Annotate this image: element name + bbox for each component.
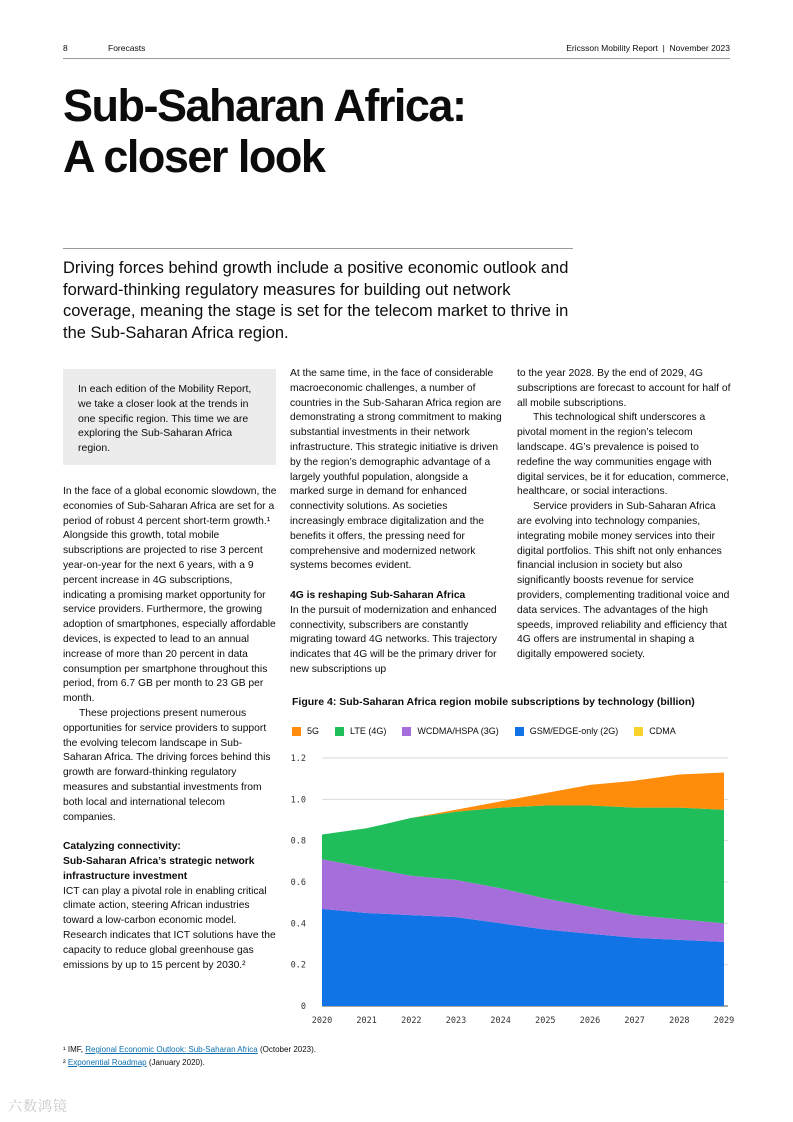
- legend-swatch-lte: [335, 727, 344, 736]
- legend-label-5g: 5G: [307, 726, 320, 736]
- col2-paragraph-1: At the same time, in the face of considerable macroeconomic challenges, a number of countries in the Sub-Saharan Africa region are demonstrating a strong commitment to making substantial investments in their network infrastructure. This strategic initiative is driven by the region’s demographic advantage of a largely youthful population, alongside a marked surge in demand for enhanced connectivity solutions. As societies increasingly embrace digitalization and the benefits it offers, the pressing need for comprehensive and modernized network systems becomes evident.: [290, 368, 502, 572]
- col1-paragraph-3: ICT can play a pivotal role in enabling critical climate action, steering African industries toward a low-carbon economic model. Research indicates that ICT solutions have the capacity to reduce global greenhouse gas emissions by up to 15 percent by 2030.²: [63, 885, 276, 971]
- figure-title: Figure 4: Sub-Saharan Africa region mobile subscriptions by technology (billion): [292, 696, 695, 708]
- x-tick-label: 2026: [579, 1016, 601, 1026]
- footnote-1-suffix: (October 2023).: [257, 1045, 317, 1054]
- y-tick-label: 1.0: [290, 795, 306, 806]
- legend-item-gsm: [515, 726, 619, 736]
- header-divider: [63, 58, 730, 59]
- legend-label-lte: LTE (4G): [350, 726, 387, 736]
- legend-item-lte: [335, 726, 386, 736]
- footnote-2-prefix: ²: [63, 1058, 68, 1067]
- footnote-1: [63, 1044, 316, 1056]
- x-tick-label: 2028: [669, 1016, 690, 1026]
- x-tick-label: 2020: [311, 1016, 333, 1026]
- col3-paragraph-1: to the year 2028. By the end of 2029, 4G subscriptions are forecast to account for half of all mobile subscriptions.: [517, 368, 731, 409]
- x-tick-label: 2025: [535, 1016, 556, 1026]
- x-tick-label: 2021: [356, 1016, 377, 1026]
- y-tick-label: 1.2: [290, 754, 306, 764]
- y-tick-label: 0.6: [290, 878, 306, 888]
- col2-heading: 4G is reshaping Sub-Saharan Africa: [290, 589, 466, 601]
- title-line-1: Sub-Saharan Africa:: [63, 80, 466, 131]
- column-3: [517, 367, 731, 663]
- report-label: Ericsson Mobility Report | November 2023: [566, 43, 730, 53]
- col3-paragraph-3: Service providers in Sub-Saharan Africa are evolving into technology companies, integrating mobile money services into their digital portfolios. This shift not only enhances financial inclusion in society but also significantly boosts revenue for service providers, complementing traditional voice and data services. The advantages of the high speeds, improved reliability and efficiency that 4G offers are instrumental in shaping a digitally empowered society.: [517, 501, 730, 661]
- title-divider: [63, 248, 573, 249]
- legend-label-gsm: GSM/EDGE-only (2G): [529, 726, 619, 736]
- legend-swatch-cdma: [634, 727, 643, 736]
- column-1: [63, 485, 277, 973]
- y-tick-label: 0.8: [290, 836, 306, 847]
- footnote-1-link[interactable]: Regional Economic Outlook: Sub-Saharan Africa: [85, 1045, 258, 1054]
- legend-item-wcdma: [402, 726, 498, 736]
- title-line-2: A closer look: [63, 131, 325, 182]
- y-tick-label: 0.2: [290, 960, 306, 971]
- intro-box-text: In each edition of the Mobility Report, we take a closer look at the trends in one specific region. This time we are exploring the Sub-Saharan Africa region.: [78, 383, 252, 455]
- y-tick-label: 0: [300, 1002, 306, 1012]
- legend-swatch-wcdma: [402, 727, 411, 736]
- page-title: [63, 80, 465, 182]
- footnote-2-suffix: (January 2020).: [146, 1058, 205, 1067]
- legend-label-cdma: CDMA: [649, 726, 676, 736]
- legend-item-5g: [292, 726, 319, 736]
- lead-paragraph: Driving forces behind growth include a positive economic outlook and forward-thinking regulatory measures for building out network coverage, meaning the stage is set for the telecom market to thrive in the Sub-Saharan Africa region.: [63, 259, 569, 342]
- footnote-2-link[interactable]: Exponential Roadmap: [67, 1058, 147, 1067]
- watermark: 六数鸿镜: [8, 1098, 68, 1114]
- section-label: Forecasts: [108, 43, 146, 53]
- footnote-2: [63, 1057, 205, 1069]
- legend-label-wcdma: WCDMA/HSPA (3G): [417, 726, 499, 736]
- intro-box: [63, 369, 276, 465]
- y-tick-label: 0.4: [290, 919, 306, 930]
- chart-legend: [292, 726, 692, 736]
- footnote-1-prefix: ¹ IMF,: [63, 1045, 86, 1054]
- legend-swatch-gsm: [515, 727, 524, 736]
- x-tick-label: 2023: [445, 1016, 467, 1026]
- legend-item-cdma: [634, 726, 676, 736]
- col3-paragraph-2: This technological shift underscores a pivotal moment in the region’s telecom landscape. 4G’s prevalence is poised to redefine the way communities engage with digital services, be it for education, commerce, healthcare, or social interactions.: [517, 412, 729, 498]
- subscriptions-area-chart: [286, 748, 734, 1034]
- x-tick-label: 2027: [624, 1016, 645, 1026]
- x-tick-label: 2024: [490, 1016, 511, 1026]
- column-2: [290, 367, 504, 678]
- page-number: 8: [63, 43, 68, 53]
- x-tick-label: 2029: [713, 1016, 734, 1026]
- col2-paragraph-2: In the pursuit of modernization and enhanced connectivity, subscribers are constantly migrating toward 4G networks. This trajectory indicates that 4G will be the primary driver for new subscriptions up: [290, 604, 497, 675]
- col1-paragraph-1: In the face of a global economic slowdown, the economies of Sub-Saharan Africa are set for a period of robust 4 percent short-term growth.¹ Alongside this growth, total mobile subscriptions are projected to rise 3 percent year-on-year for the next 6 years, with a 9 percent increase in 4G subscriptions, indicating a promising market opportunity for service providers. Furthermore, the growing adoption of smartphones, especially affordable devices, is expected to lead to an annual increase of more than 20 percent in data consumption per smartphone throughout this period, from 6.7 GB per month to 23 GB per month.: [63, 486, 277, 705]
- col1-heading-line-1: Catalyzing connectivity:: [63, 841, 181, 853]
- legend-swatch-5g: [292, 727, 301, 736]
- col1-paragraph-2: These projections present numerous opportunities for service providers to support the evolving telecom landscape in Sub-Saharan Africa. The driving forces behind this growth are forward-thinking regulatory measures and substantial investments from both local and international telecom companies.: [63, 707, 271, 823]
- col1-heading-line-2: Sub-Saharan Africa’s strategic network infrastructure investment: [63, 855, 255, 882]
- x-tick-label: 2022: [401, 1016, 422, 1026]
